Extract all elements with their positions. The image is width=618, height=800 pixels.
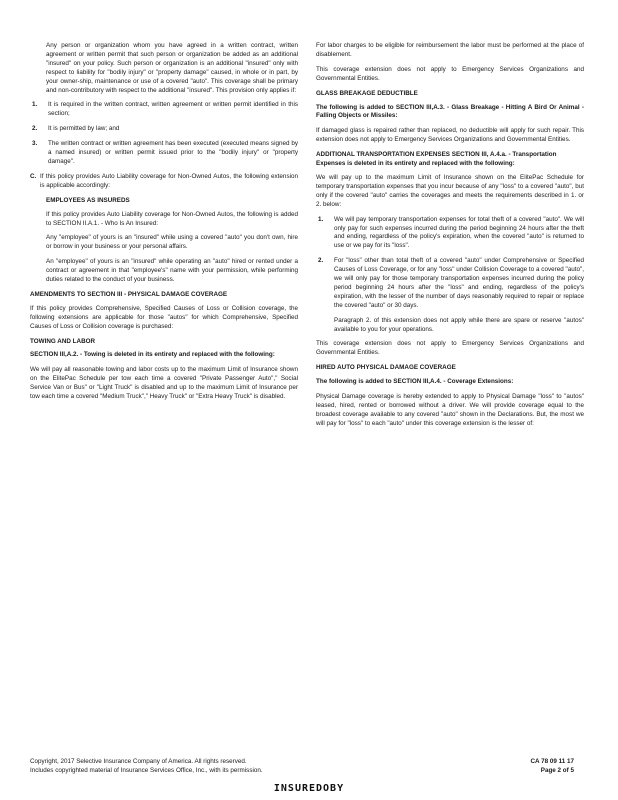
form-number: CA 78 09 11 17 — [530, 758, 574, 765]
copyright-line-1: Copyright, 2017 Selective Insurance Company of America. All rights reserved. — [30, 758, 247, 765]
towing-paragraph-1: SECTION III,A.2. - Towing is deleted in its entirety and replaced with the following: — [30, 351, 275, 359]
employees-paragraph-3: An "employee" of yours is an "insured" while operating an "auto" hired or rented under a contract or agreement in that "employee's" name with your permission, while performing duties related to the conduct of your business. — [46, 258, 298, 284]
list-number: 1. — [32, 101, 38, 109]
glass-paragraph-2: If damaged glass is repaired rather than replaced, no deductible will apply for such repair. This extension does not apply to Emergency Services Organizations and Governmental Entities. — [316, 127, 584, 144]
extension-exclusion-paragraph: This coverage extension does not apply to Emergency Services Organizations and Governmental Entities. — [316, 65, 584, 82]
list-item — [30, 125, 298, 134]
section-c-number: C. — [30, 172, 37, 180]
employees-paragraph-1: If this policy provides Auto Liability coverage for Non-Owned Autos, the following is added to SECTION II.A.1. - Who Is An Insured: — [46, 210, 298, 227]
list-text: It is required in the written contract, written agreement or written permit identified in this section; — [48, 101, 298, 118]
section-c — [30, 173, 298, 191]
form-info — [454, 757, 574, 775]
list-text: We will pay temporary transportation expenses for total theft of a covered "auto". We will only pay for such expenses incurred during the period beginning 24 hours after the theft and ending, regardless of the policy's expiration, when the covered "auto" is returned to use or we pay for its "loss". — [334, 215, 584, 250]
employees-heading: EMPLOYEES AS INSUREDS — [46, 196, 130, 204]
list-number: 2. — [318, 257, 324, 265]
employees-paragraph-2: Any "employee" of yours is an "insured" while using a covered "auto" you don't own, hire or borrow in your business or your personal affairs. — [46, 234, 298, 251]
right-column — [316, 42, 584, 435]
page-number: Page 2 of 5 — [540, 767, 574, 774]
list-number: 1. — [318, 215, 324, 223]
list-text: It is permitted by law; and — [48, 125, 120, 133]
section-c-text: If this policy provides Auto Liability coverage for Non-Owned Autos, the following extension is applicable accordingly: — [40, 172, 298, 189]
list-item — [30, 140, 298, 167]
list-text: The written contract or written agreement has been executed (executed means signed by a named insured) or written permit issued prior to the "bodily injury" or "property damage". — [48, 140, 298, 165]
extension-exclusion-paragraph: This coverage extension does not apply to Emergency Services Organizations and Governmental Entities. — [316, 340, 584, 357]
left-column — [30, 42, 298, 408]
list-text: For "loss" other than total theft of a covered "auto" under Comprehensive or Specified Causes of Loss Coverage, or for any "loss" under Collision Coverage to a covered "auto", we will only pay for those temporary transportation expenses incurred during the policy period beginning 24 hours after the "loss" and ending, regardless of the policy's expiration, with the lesser of the number of days reasonably required to repair or replace the covered "auto" or 30 days. — [334, 257, 584, 309]
amendments-paragraph: If this policy provides Comprehensive, Specified Causes of Loss or Collision coverage, the following extensions are applicable for those "autos" for which Comprehensive, Specified Causes of Loss or Collision coverage is purchased: — [30, 304, 298, 330]
towing-heading: TOWING AND LABOR — [30, 337, 96, 345]
hired-auto-paragraph-1: The following is added to SECTION III,A.4. - Coverage Extensions: — [316, 378, 514, 386]
paragraph-2-note: Paragraph 2. of this extension does not apply while there are spare or reserve "autos" available to you for your operations. — [334, 316, 584, 333]
towing-paragraph-2: We will pay all reasonable towing and labor costs up to the maximum Limit of Insurance shown on the ElitePac Schedule per tow each time a covered "Private Passenger Auto"," Social Service Van or Bus" or "Light Truck" is disabled and up to the maximum Limit of Insurance per tow each time a covered "Medium Truck"," Heavy Truck" or "Extra Heavy Truck" is disabled. — [30, 366, 298, 401]
list-number: 3. — [32, 140, 38, 148]
list-item — [316, 216, 584, 252]
amendments-heading: AMENDMENTS TO SECTION III - PHYSICAL DAMAGE COVERAGE — [30, 290, 228, 298]
list-item — [30, 101, 298, 119]
additional-insured-paragraph: Any person or organization whom you have agreed in a written contract, written agreement or written permit that such person or organization be added as an additional "insured" on your policy. Such person or organization is an additional "insured" only with respect to liability for "bodily injury" or "property damage" caused, in whole or in part, by your owner-ship, maintenance or use of a covered "auto". This coverage shall be primary and non-contributory with respect to the additional "insured". This provision only applies if: — [46, 42, 298, 94]
brand-watermark: INSUREDOBY — [273, 783, 345, 794]
list-number: 2. — [32, 125, 38, 133]
transportation-heading: ADDITIONAL TRANSPORTATION EXPENSES SECTION III, A.4.a. - Transportation Expenses is deleted in its entirety and replaced with the following: — [316, 151, 557, 168]
transportation-paragraph: We will pay up to the maximum Limit of Insurance shown on the ElitePac Schedule for temporary transportation expenses that you incur because of any "loss" to a covered "auto", but only if the covered "auto" carries the coverages and meets the requirements described in 1. or 2. below: — [316, 173, 584, 208]
copyright-notice — [30, 757, 430, 775]
glass-paragraph-1: The following is added to SECTION III,A.3. - Glass Breakage - Hitting A Bird Or Animal - Falling Objects or Missiles: — [316, 103, 584, 120]
copyright-line-2: Includes copyrighted material of Insurance Services Office, Inc., with its permission. — [30, 767, 263, 774]
hired-auto-heading: HIRED AUTO PHYSICAL DAMAGE COVERAGE — [316, 364, 456, 372]
hired-auto-paragraph-2: Physical Damage coverage is hereby extended to apply to Physical Damage "loss" to "autos" leased, hired, rented or borrowed without a driver. We will provide coverage equal to the broadest coverage available to any covered "auto" shown in the Declarations. But, the most we will pay for "loss" to each "auto" under this coverage extension is the lesser of: — [316, 393, 584, 427]
labor-paragraph: For labor charges to be eligible for reimbursement the labor must be performed at the place of disablement. — [316, 42, 584, 58]
list-item — [316, 257, 584, 310]
glass-heading: GLASS BREAKAGE DEDUCTIBLE — [316, 89, 418, 97]
